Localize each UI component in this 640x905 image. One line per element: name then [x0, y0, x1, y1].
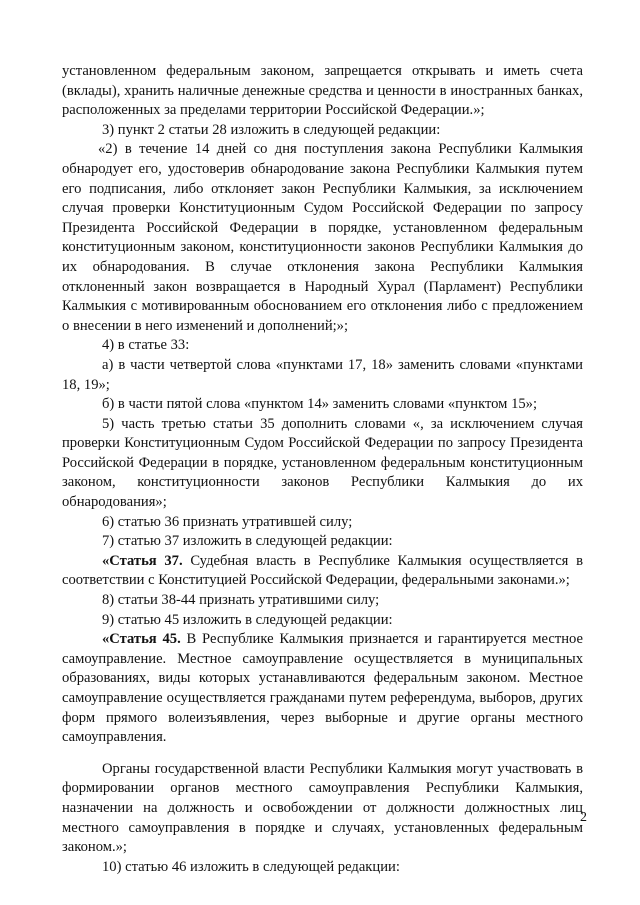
- item-4: 4) в статье 33:: [102, 337, 190, 354]
- item-3: 3) пункт 2 статьи 28 изложить в следующей редакции:: [102, 121, 441, 138]
- paragraph-continuation: установленном федеральным законом, запрещается открывать и иметь счета (вклады), хранить наличные денежные средства и ценности в иностранных банках, расположенных за пределами территории Российской Федерации.»;: [62, 63, 583, 119]
- article-37-body: Судебная власть в Республике Калмыкия осуществляется в соответствии с Конституцией Российской Федерации, федеральными законами.»;: [62, 552, 583, 589]
- item-10: 10) статью 46 изложить в следующей редакции:: [102, 858, 400, 875]
- item-9: 9) статью 45 изложить в следующей редакции:: [102, 611, 393, 628]
- item-8: 8) статьи 38-44 признать утратившими силу;: [102, 592, 380, 609]
- item-7: 7) статью 37 изложить в следующей редакции:: [102, 533, 393, 550]
- article-45-text: [62, 630, 583, 748]
- page-number: 2: [580, 810, 587, 825]
- article-37-heading: «Статья 37.: [102, 552, 183, 569]
- article-37-text: [62, 552, 583, 591]
- item-4a: а) в части четвертой слова «пунктами 17, 18» заменить словами «пунктами 18, 19»;: [62, 356, 583, 393]
- item-4b: б) в части пятой слова «пунктом 14» заменить словами «пунктом 15»;: [102, 396, 538, 413]
- article-45-heading: «Статья 45.: [102, 631, 181, 648]
- item-6: 6) статью 36 признать утратившей силу;: [102, 513, 353, 530]
- article-45-part-2: Органы государственной власти Республики Калмыкия могут участвовать в формировании органов местного самоуправления Республики Калмыкия, назначении на должность и освобождении от должности должностных лиц местного самоуправления в порядке и случаях, установленных федеральным законом.»;: [62, 760, 583, 856]
- item-5: 5) часть третью статьи 35 дополнить словами «, за исключением случая проверки Конституционным Судом Российской Федерации по запросу Президента Российской Федерации в порядке, установленном федеральным конституционным законом, конституционности законов Республики Калмыкия до их обнародования»;: [62, 415, 583, 511]
- article-45-body: В Республике Калмыкия признается и гарантируется местное самоуправление. Местное самоуправление осуществляется в муниципальных образованиях, виды которых устанавливаются федеральным законом. Местное самоуправление осуществляется гражданами путем референдума, выборов, других форм прямого волеизъявления, через выборные и другие органы местного самоуправления.: [62, 631, 583, 746]
- quoted-subitem-2: «2) в течение 14 дней со дня поступления закона Республики Калмыкия обнародует его, удостоверив обнародование закона Республики Калмыкия путем его подписания, либо отклоняет закон Республики Калмыкия, за исключением случая проверки Конституционным Судом Российской Федерации по запросу Президента Российской Федерации в порядке, установленном федеральным конституционным законом, конституционности законов Республики Калмыкия до их обнародования. В случае отклонения закона Республики Калмыкия отклоненный закон возвращается в Народный Хурал (Парламент) Республики Калмыкия с мотивированным обоснованием его отклонения либо с предложением о внесении в него изменений и дополнений;»;: [62, 141, 583, 334]
